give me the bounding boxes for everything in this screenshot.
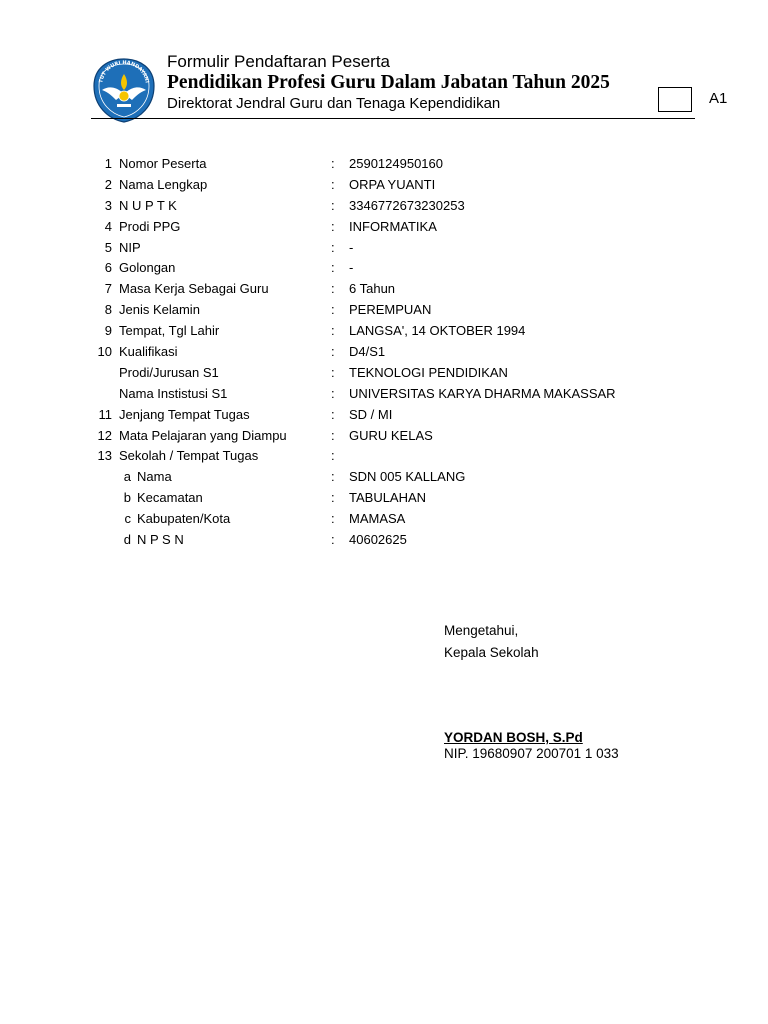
row-label: Tempat, Tgl Lahir	[119, 323, 220, 339]
row-colon: :	[331, 323, 335, 339]
row-value: 3346772673230253	[349, 197, 465, 213]
row-label: Prodi/Jurusan S1	[119, 364, 219, 380]
row-value: D4/S1	[349, 344, 386, 360]
signer-name: YORDAN BOSH, S.Pd	[444, 730, 583, 745]
row-label: Nama	[137, 469, 172, 485]
row-number: 11	[98, 406, 112, 422]
row-value: TEKNOLOGI PENDIDIKAN	[349, 364, 508, 380]
row-label: Jenjang Tempat Tugas	[119, 406, 250, 422]
row-number: c	[124, 511, 131, 527]
form-code: A1	[709, 90, 728, 107]
row-number: 6	[104, 260, 112, 276]
row-colon: :	[331, 239, 335, 255]
data-row-jenis-kelamin	[0, 300, 768, 321]
row-label: NIP	[119, 239, 141, 255]
data-row-nomor-peserta	[0, 154, 768, 175]
row-label: Prodi PPG	[119, 218, 181, 234]
row-number: 1	[104, 156, 112, 171]
row-number: a	[123, 469, 131, 485]
header-divider	[91, 118, 695, 119]
row-colon: :	[331, 448, 335, 464]
program-title: Pendidikan Profesi Guru Dalam Jabatan Tahun 2025	[167, 72, 610, 93]
data-row-golongan	[0, 258, 768, 279]
row-value: TABULAHAN	[349, 490, 427, 506]
row-colon: :	[331, 406, 335, 422]
row-colon: :	[331, 427, 335, 443]
row-value: 40602625	[349, 532, 407, 548]
row-value: INFORMATIKA	[349, 218, 437, 234]
row-number: b	[123, 490, 131, 506]
row-colon: :	[331, 281, 335, 297]
row-label: Golongan	[119, 260, 176, 276]
row-colon: :	[331, 260, 335, 276]
row-label: Nama Instistusi S1	[119, 385, 228, 401]
row-number: 5	[104, 239, 112, 255]
data-row-prodi-ppg	[0, 217, 768, 238]
data-row-sekolah-nama	[0, 467, 768, 488]
data-row-nuptk	[0, 196, 768, 217]
row-label: Masa Kerja Sebagai Guru	[119, 281, 269, 297]
row-value: 2590124950160	[349, 156, 443, 171]
row-value: GURU KELAS	[349, 427, 433, 443]
row-label: Jenis Kelamin	[119, 302, 200, 318]
row-colon: :	[331, 511, 335, 527]
data-row-npsn	[0, 530, 768, 551]
data-row-nama-institusi	[0, 384, 768, 405]
row-number: 2	[104, 176, 112, 192]
row-colon: :	[331, 490, 335, 506]
data-row-nama-lengkap	[0, 175, 768, 196]
row-colon: :	[331, 197, 335, 213]
directorate-name: Direktorat Jendral Guru dan Tenaga Kependidikan	[167, 95, 501, 112]
participant-data-list	[0, 154, 768, 551]
logo-motto-text: TUT WURI HANDAYANI	[98, 59, 150, 84]
row-label: N U P T K	[119, 197, 177, 213]
row-colon: :	[331, 385, 335, 401]
data-row-kabupaten	[0, 509, 768, 530]
data-row-jenjang	[0, 405, 768, 426]
data-row-nip	[0, 238, 768, 259]
row-colon: :	[331, 532, 335, 548]
data-row-kecamatan	[0, 488, 768, 509]
row-number: 3	[104, 197, 112, 213]
row-value: SDN 005 KALLANG	[349, 469, 466, 485]
row-label: Mata Pelajaran yang Diampu	[119, 427, 287, 443]
row-value: LANGSA', 14 OKTOBER 1994	[349, 323, 526, 339]
row-value: -	[349, 239, 354, 255]
row-number: 9	[104, 323, 112, 339]
row-colon: :	[331, 176, 335, 192]
row-colon: :	[331, 344, 335, 360]
data-row-tempat-tgl-lahir	[0, 321, 768, 342]
signer-nip: NIP. 19680907 200701 1 033	[444, 746, 619, 761]
data-row-mata-pelajaran	[0, 426, 768, 447]
form-title: Formulir Pendaftaran Peserta	[167, 52, 390, 71]
row-number: 8	[104, 302, 112, 318]
data-row-kualifikasi	[0, 342, 768, 363]
row-value: -	[349, 260, 354, 276]
row-colon: :	[331, 156, 335, 171]
row-value: SD / MI	[349, 406, 393, 422]
data-row-masa-kerja	[0, 279, 768, 300]
data-row-prodi-jurusan	[0, 363, 768, 384]
row-number: d	[123, 532, 131, 548]
row-number: 4	[104, 218, 112, 234]
row-value: 6 Tahun	[349, 281, 396, 297]
row-number: 13	[97, 448, 112, 464]
row-colon: :	[331, 469, 335, 485]
row-value: ORPA YUANTI	[349, 176, 436, 192]
row-colon: :	[331, 302, 335, 318]
signer-role: Kepala Sekolah	[444, 645, 539, 660]
row-label: Nama Lengkap	[119, 176, 208, 192]
tut-wuri-handayani-logo	[90, 56, 158, 124]
row-label: Sekolah / Tempat Tugas	[119, 448, 259, 464]
row-number: 7	[104, 281, 112, 297]
data-row-sekolah	[0, 446, 768, 467]
row-label: Nomor Peserta	[119, 156, 207, 171]
row-colon: :	[331, 218, 335, 234]
row-value: PEREMPUAN	[349, 302, 432, 318]
acknowledgement-text: Mengetahui,	[444, 623, 519, 638]
row-label: N P S N	[137, 532, 184, 548]
row-number: 10	[97, 344, 112, 360]
row-label: Kecamatan	[137, 490, 203, 506]
row-label: Kualifikasi	[119, 344, 178, 360]
row-value: UNIVERSITAS KARYA DHARMA MAKASSAR	[349, 385, 616, 401]
row-label: Kabupaten/Kota	[137, 511, 231, 527]
row-value: MAMASA	[349, 511, 406, 527]
row-number: 12	[97, 427, 112, 443]
row-colon: :	[331, 364, 335, 380]
form-code-box	[658, 87, 692, 112]
